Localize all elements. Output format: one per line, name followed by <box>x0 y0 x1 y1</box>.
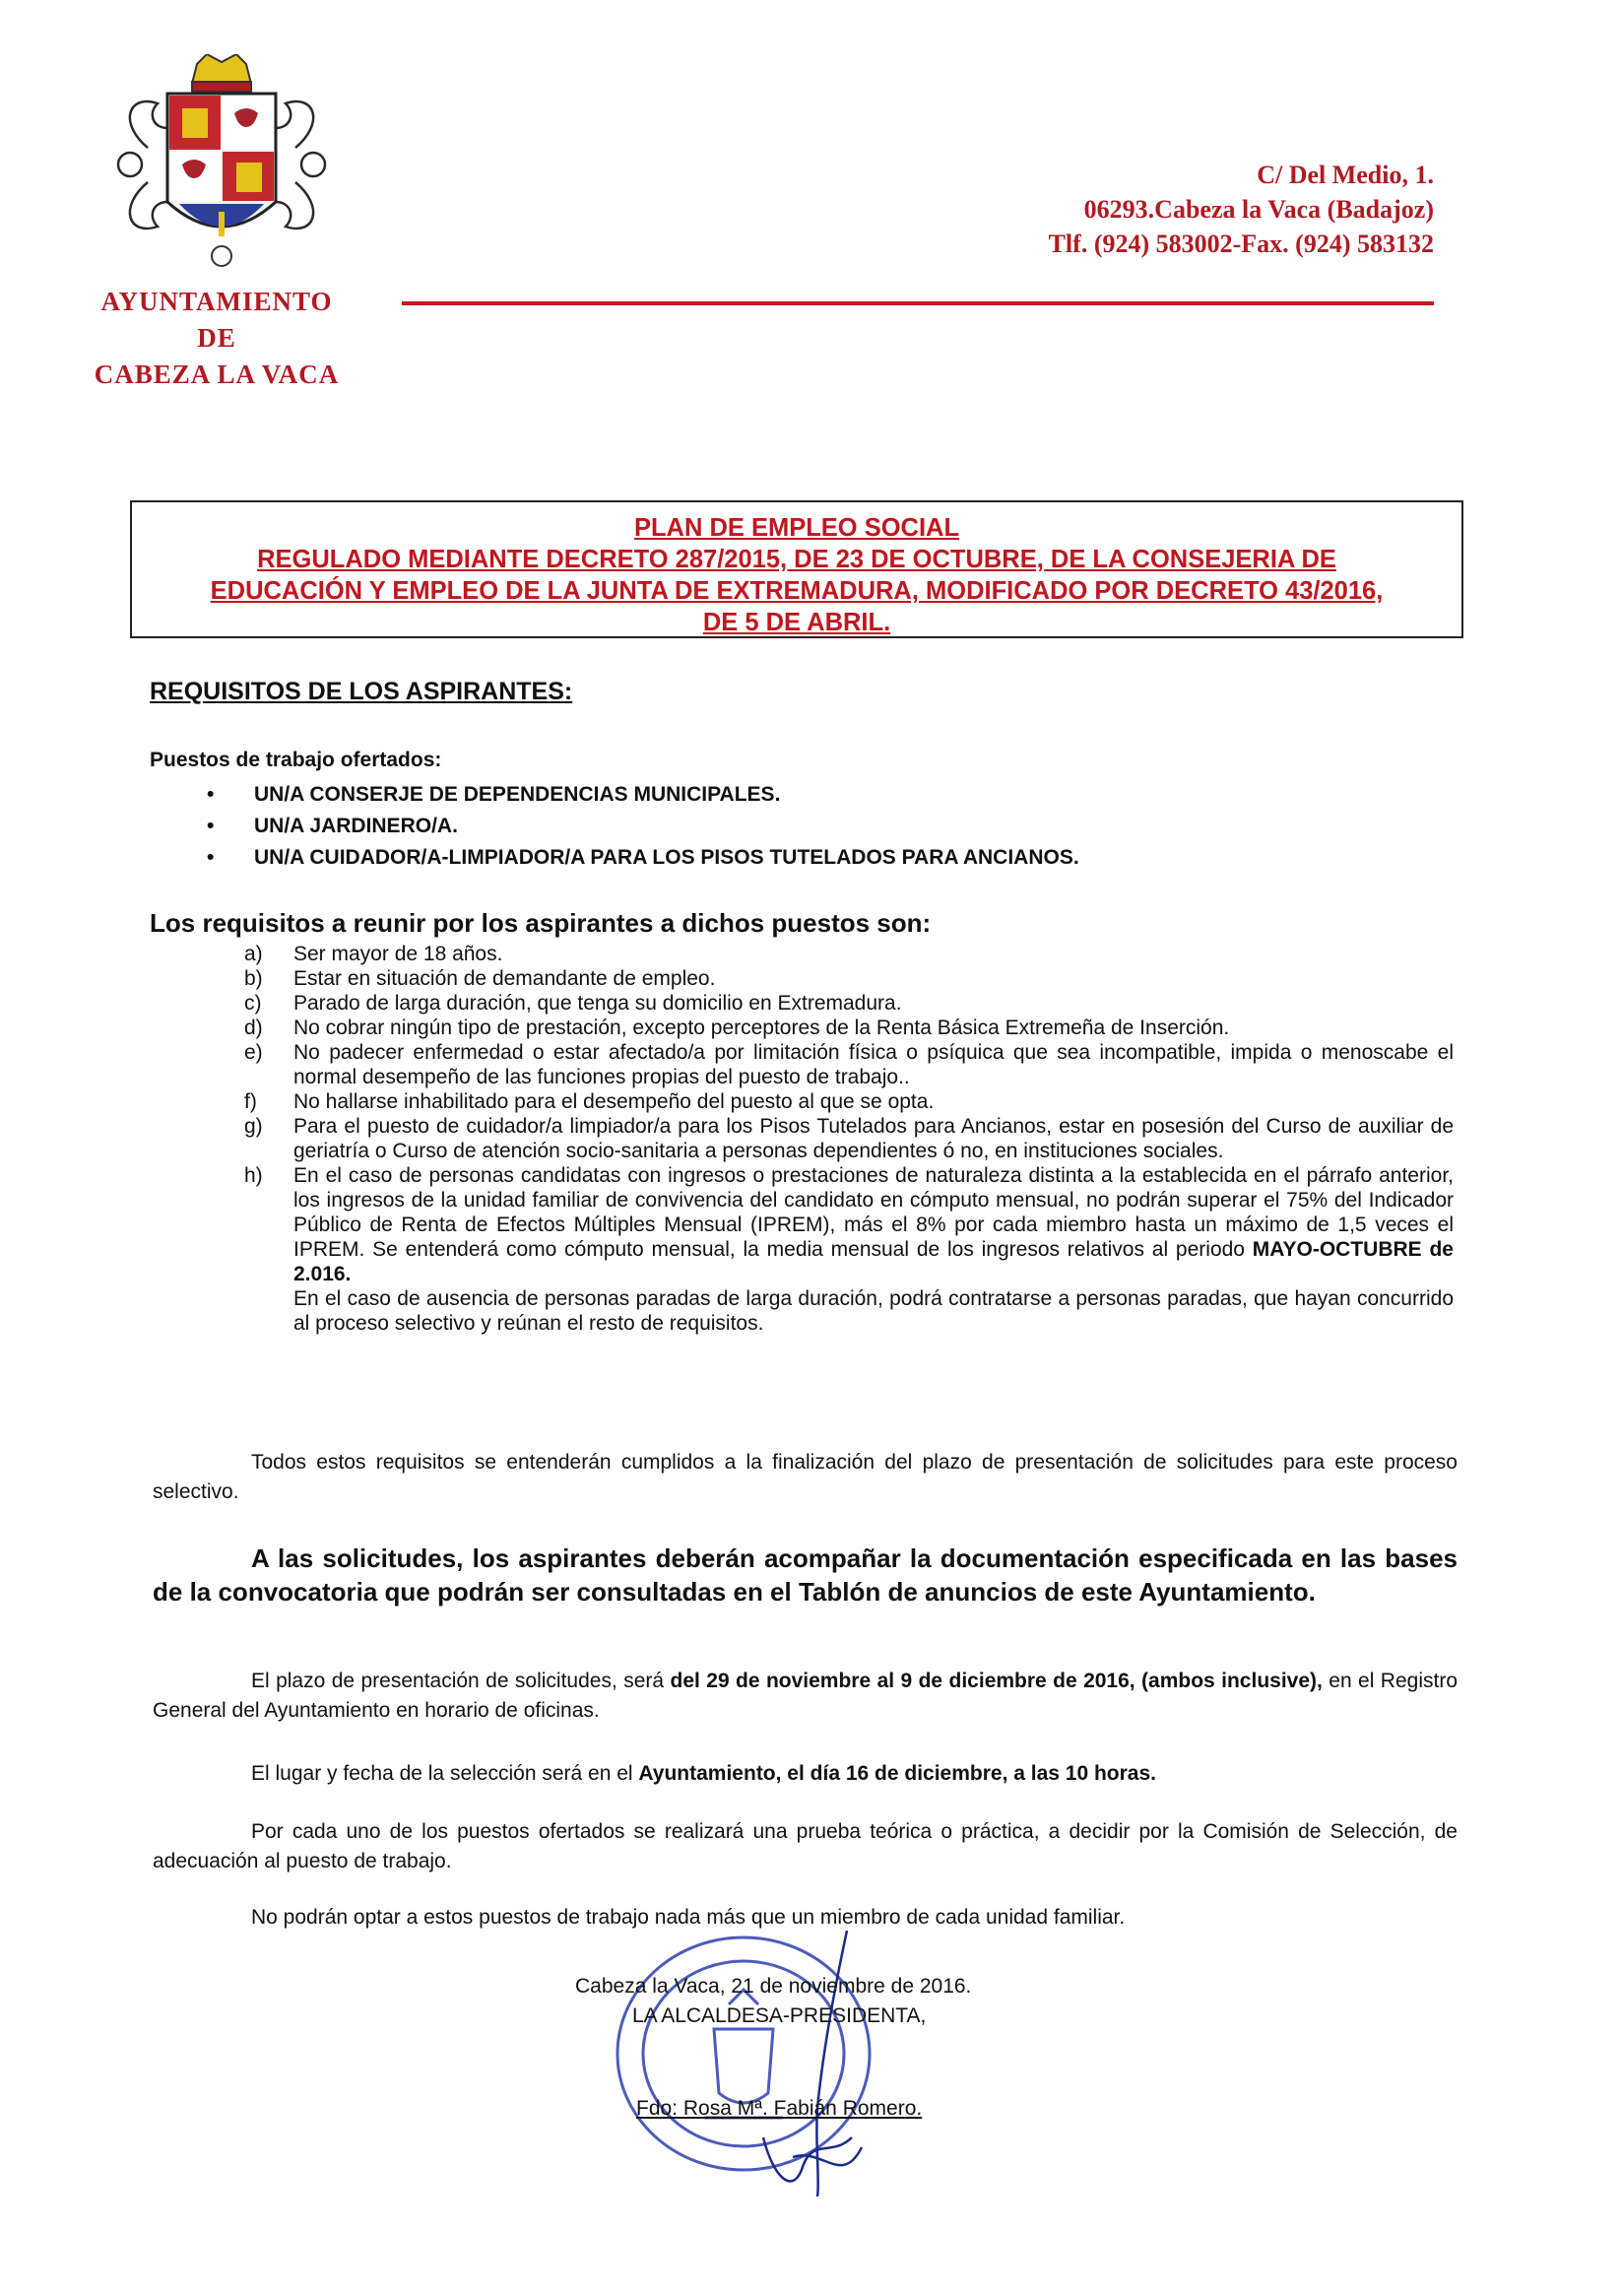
job-label: UN/A CONSERJE DE DEPENDENCIAS MUNICIPALES. <box>254 783 781 806</box>
plazo-text: El plazo de presentación de solicitudes, será <box>251 1670 671 1692</box>
signature-role: LA ALCALDESA-PRESIDENTA, <box>632 2004 927 2027</box>
item-text: Estar en situación de demandante de empleo. <box>293 967 716 990</box>
paragraph-prueba: Por cada uno de los puestos ofertados se realizará una prueba teórica o práctica, a decidir por la Comisión de Selección, de adecuación al puesto de trabajo. <box>153 1820 1458 1872</box>
item-key: h) <box>244 1164 263 1187</box>
item-text-continued: En el caso de ausencia de personas paradas de larga duración, podrá contratarse a personas paradas, que hayan concurrido al proceso selectivo y reúnan el resto de requisitos. <box>293 1287 1454 1335</box>
item-key: b) <box>244 967 263 990</box>
item-text: No cobrar ningún tipo de prestación, excepto perceptores de la Renta Básica Extremeña de Inserción. <box>293 1017 1230 1039</box>
job-label: UN/A CUIDADOR/A-LIMPIADOR/A PARA LOS PISOS TUTELADOS PARA ANCIANOS. <box>254 846 1079 869</box>
title-line-1: PLAN DE EMPLEO SOCIAL <box>633 514 960 542</box>
org-line-2: DE <box>197 323 236 353</box>
bullet-icon: • <box>207 846 215 869</box>
paragraph-lugar <box>153 1759 1458 1789</box>
item-text: Para el puesto de cuidador/a limpiador/a para los Pisos Tutelados para Ancianos, estar en posesión del Curso de auxiliar de geriatría o Curso de atención socio-sanitaria a personas dependientes ó no, en instituciones sociales. <box>293 1115 1454 1162</box>
title-line-3: EDUCACIÓN Y EMPLEO DE LA JUNTA DE EXTREMADURA, MODIFICADO POR DECRETO 43/2016, <box>210 577 1384 605</box>
list-item <box>244 991 1454 1016</box>
address-street: C/ Del Medio, 1. <box>1257 161 1434 189</box>
list-item <box>244 1089 1454 1114</box>
jobs-list <box>207 779 1389 874</box>
list-item <box>244 1163 1454 1336</box>
requirements-list <box>244 942 1454 1336</box>
list-item <box>244 1016 1454 1040</box>
requisitos-heading: REQUISITOS DE LOS ASPIRANTES: <box>150 678 573 705</box>
signatory-name: Fdo: Rosa Mª. Fabián Romero. <box>636 2097 923 2120</box>
item-key: a) <box>244 943 263 965</box>
item-text: Ser mayor de 18 años. <box>293 943 503 965</box>
header-divider <box>402 301 1434 305</box>
address-city: 06293.Cabeza la Vaca (Badajoz) <box>1083 195 1434 224</box>
paragraph-documentacion: A las solicitudes, los aspirantes deberán acompañar la documentación especificada en las bases de la convocatoria que podrán ser consultadas en el Tablón de anuncios de este Ayuntamiento. <box>153 1543 1458 1607</box>
bullet-icon: • <box>207 783 215 806</box>
title-line-2: REGULADO MEDIANTE DECRETO 287/2015, DE 23 DE OCTUBRE, DE LA CONSEJERIA DE <box>257 546 1336 573</box>
item-key: e) <box>244 1041 263 1064</box>
item-text: Parado de larga duración, que tenga su domicilio en Extremadura. <box>293 992 902 1015</box>
paragraph-cumplidos: Todos estos requisitos se entenderán cumplidos a la finalización del plazo de presentación de solicitudes para este proceso selectivo. <box>153 1451 1458 1503</box>
paragraph-plazo <box>153 1667 1458 1726</box>
list-item <box>244 966 1454 991</box>
municipal-crest-logo <box>108 54 335 271</box>
jobs-heading: Puestos de trabajo ofertados: <box>150 749 442 771</box>
address-block <box>1049 158 1434 261</box>
list-item <box>244 1114 1454 1163</box>
org-line-3: CABEZA LA VACA <box>94 360 340 389</box>
org-line-1: AYUNTAMIENTO <box>100 287 333 316</box>
item-text: No padecer enfermedad o estar afectado/a por limitación física o psíquica que sea incompatible, impida o menoscabe el normal desempeño de las funciones propias del puesto de trabajo.. <box>293 1041 1454 1088</box>
plazo-dates: del 29 de noviembre al 9 de diciembre de 2016, (ambos inclusive), <box>670 1670 1323 1692</box>
item-key: c) <box>244 992 262 1015</box>
list-item <box>207 779 1389 811</box>
title-box <box>130 500 1463 638</box>
plazo-text-end: en el Registro General del Ayuntamiento en horario de oficinas. <box>153 1670 1458 1722</box>
item-text: No hallarse inhabilitado para el desempeño del puesto al que se opta. <box>293 1090 935 1113</box>
item-key: f) <box>244 1090 257 1113</box>
item-text: En el caso de personas candidatas con ingresos o prestaciones de naturaleza distinta a la establecida en el párrafo anterior, los ingresos de la unidad familiar de convivencia del candidato en cómputo mensual, no podrán superar el 75% del Indicador Público de Renta de Efectos Múltiples Mensual (IPREM), más el 8% por cada miembro hasta un máximo de 1,5 veces el IPREM. Se entenderá como cómputo mensual, la media mensual de los ingresos relativos al periodo <box>293 1164 1454 1261</box>
list-item <box>244 1040 1454 1089</box>
organization-name <box>69 284 364 393</box>
lugar-text: El lugar y fecha de la selección será en el <box>251 1762 639 1785</box>
list-item <box>244 942 1454 966</box>
bullet-icon: • <box>207 815 215 837</box>
job-label: UN/A JARDINERO/A. <box>254 815 458 837</box>
list-item <box>207 811 1389 842</box>
lugar-date: Ayuntamiento, el día 16 de diciembre, a las 10 horas. <box>638 1762 1156 1785</box>
signature-place-date: Cabeza la Vaca, 21 de noviembre de 2016. <box>575 1975 972 1998</box>
item-key: d) <box>244 1017 263 1039</box>
address-phone-fax: Tlf. (924) 583002-Fax. (924) 583132 <box>1048 230 1434 258</box>
item-key: g) <box>244 1115 263 1138</box>
paragraph-optar: No podrán optar a estos puestos de trabajo nada más que un miembro de cada unidad familiar. <box>251 1906 1126 1929</box>
period-highlight: MAYO-OCTUBRE de 2.016. <box>293 1238 1454 1285</box>
signature-block <box>575 1972 1068 2124</box>
list-item <box>207 842 1389 874</box>
requirements-heading: Los requisitos a reunir por los aspirantes a dichos puestos son: <box>150 908 932 938</box>
title-line-4: DE 5 DE ABRIL. <box>702 609 891 636</box>
